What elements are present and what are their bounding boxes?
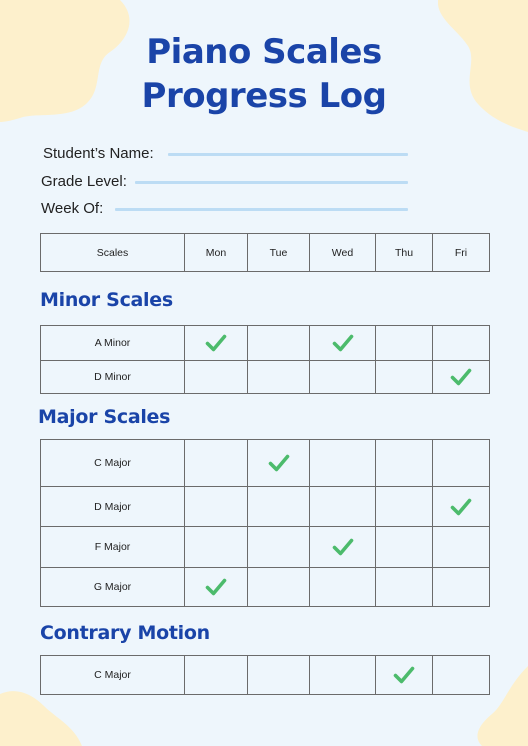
section-title-contrary-motion: Contrary Motion — [40, 622, 210, 644]
decorative-blob-bottom-left — [0, 686, 85, 746]
check-cell-thu[interactable] — [376, 487, 433, 527]
grade-level-label: Grade Level: — [41, 173, 127, 190]
scale-row-d-minor — [41, 361, 490, 394]
check-cell-wed[interactable] — [310, 361, 376, 394]
checkmark-icon — [332, 537, 354, 557]
header-day-wed: Wed — [310, 234, 376, 272]
check-cell-wed[interactable] — [310, 440, 376, 487]
check-cell-tue[interactable] — [248, 326, 310, 361]
check-cell-mon[interactable] — [185, 361, 248, 394]
check-cell-fri[interactable] — [433, 440, 490, 487]
check-cell-mon[interactable] — [185, 440, 248, 487]
check-cell-thu[interactable] — [376, 361, 433, 394]
scale-row-a-minor — [41, 326, 490, 361]
check-cell-tue[interactable] — [248, 440, 310, 487]
check-cell-mon[interactable] — [185, 487, 248, 527]
grade-level-field[interactable] — [135, 181, 408, 184]
week-of-label: Week Of: — [41, 200, 104, 217]
scale-name: F Major — [41, 527, 185, 568]
minor-scales-table — [40, 325, 490, 394]
check-cell-thu[interactable] — [376, 568, 433, 607]
title-line-1: Piano Scales — [146, 32, 382, 72]
check-cell-fri[interactable] — [433, 656, 490, 695]
checkmark-icon — [393, 665, 415, 685]
check-cell-fri[interactable] — [433, 326, 490, 361]
check-cell-mon[interactable] — [185, 568, 248, 607]
section-title-minor-scales: Minor Scales — [40, 289, 173, 311]
check-cell-mon[interactable] — [185, 656, 248, 695]
check-cell-tue[interactable] — [248, 656, 310, 695]
header-scales: Scales — [41, 234, 185, 272]
scale-name: D Major — [41, 487, 185, 527]
check-cell-thu[interactable] — [376, 527, 433, 568]
scale-name: A Minor — [41, 326, 185, 361]
checkmark-icon — [332, 333, 354, 353]
student-name-field[interactable] — [168, 153, 408, 156]
checkmark-icon — [268, 453, 290, 473]
scale-name: C Major — [41, 656, 185, 695]
scale-name: G Major — [41, 568, 185, 607]
check-cell-fri[interactable] — [433, 568, 490, 607]
scale-row-f-major — [41, 527, 490, 568]
check-cell-wed[interactable] — [310, 527, 376, 568]
header-day-thu: Thu — [376, 234, 433, 272]
scale-row-c-major — [41, 656, 490, 695]
scale-row-d-major — [41, 487, 490, 527]
checkmark-icon — [450, 367, 472, 387]
check-cell-fri[interactable] — [433, 361, 490, 394]
student-name-label: Student’s Name: — [43, 145, 154, 162]
check-cell-tue[interactable] — [248, 527, 310, 568]
checkmark-icon — [450, 497, 472, 517]
check-cell-thu[interactable] — [376, 440, 433, 487]
scale-name: C Major — [41, 440, 185, 487]
check-cell-wed[interactable] — [310, 487, 376, 527]
check-cell-fri[interactable] — [433, 487, 490, 527]
week-of-field[interactable] — [115, 208, 408, 211]
check-cell-thu[interactable] — [376, 656, 433, 695]
page-title — [0, 30, 528, 118]
check-cell-mon[interactable] — [185, 527, 248, 568]
check-cell-mon[interactable] — [185, 326, 248, 361]
contrary-motion-table — [40, 655, 490, 695]
header-row — [41, 234, 490, 272]
check-cell-wed[interactable] — [310, 326, 376, 361]
header-day-fri: Fri — [433, 234, 490, 272]
check-cell-tue[interactable] — [248, 361, 310, 394]
major-scales-table — [40, 439, 490, 607]
header-day-mon: Mon — [185, 234, 248, 272]
scale-row-c-major — [41, 440, 490, 487]
section-title-major-scales: Major Scales — [38, 406, 171, 428]
checkmark-icon — [205, 333, 227, 353]
header-table — [40, 233, 490, 272]
checkmark-icon — [205, 577, 227, 597]
title-line-2: Progress Log — [141, 76, 387, 116]
scale-row-g-major — [41, 568, 490, 607]
check-cell-fri[interactable] — [433, 527, 490, 568]
check-cell-wed[interactable] — [310, 656, 376, 695]
check-cell-thu[interactable] — [376, 326, 433, 361]
check-cell-tue[interactable] — [248, 568, 310, 607]
header-day-tue: Tue — [248, 234, 310, 272]
scale-name: D Minor — [41, 361, 185, 394]
check-cell-wed[interactable] — [310, 568, 376, 607]
check-cell-tue[interactable] — [248, 487, 310, 527]
